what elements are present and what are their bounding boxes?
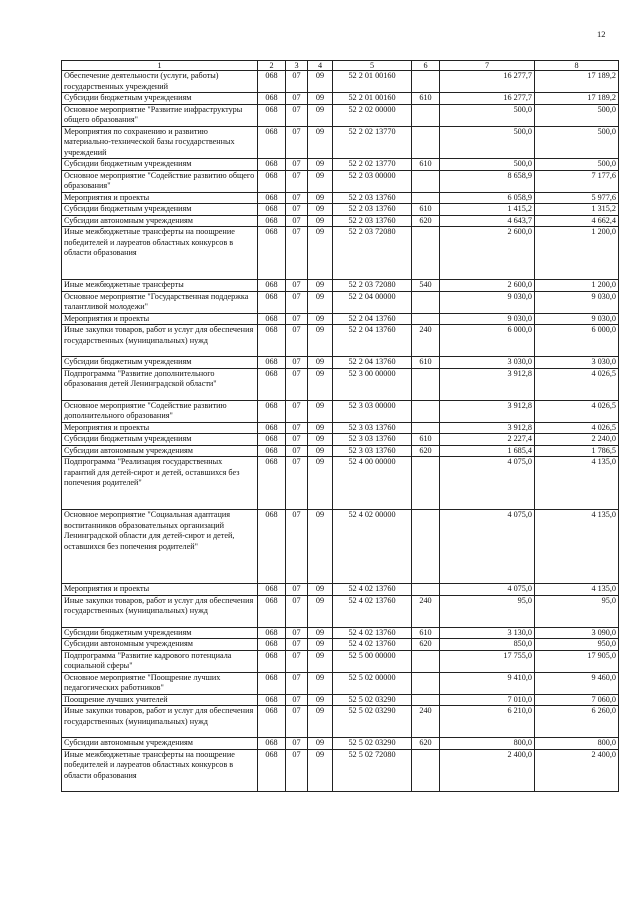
- cell-c8: 1 200,0: [535, 227, 619, 280]
- cell-c5: 52 3 03 00000: [333, 400, 412, 422]
- cell-c2: 068: [258, 215, 286, 227]
- cell-c5: 52 5 02 72080: [333, 749, 412, 791]
- cell-c8: 9 460,0: [535, 672, 619, 694]
- cell-c6: 620: [412, 445, 440, 457]
- cell-c8: 6 000,0: [535, 325, 619, 357]
- cell-c7: 8 658,9: [440, 170, 535, 192]
- column-header: 3: [286, 61, 308, 71]
- cell-c4: 09: [308, 313, 333, 325]
- budget-table: [61, 60, 619, 792]
- cell-c6: [412, 104, 440, 126]
- cell-c5: 52 2 02 00000: [333, 104, 412, 126]
- cell-c2: 068: [258, 313, 286, 325]
- cell-c2: 068: [258, 204, 286, 216]
- cell-c4: 09: [308, 192, 333, 204]
- cell-c4: 09: [308, 749, 333, 791]
- table-row: [62, 584, 619, 596]
- cell-c5: 52 3 03 13760: [333, 422, 412, 434]
- cell-c5: 52 4 02 13760: [333, 584, 412, 596]
- row-name-cell: Иные закупки товаров, работ и услуг для обеспечения государственных (муниципальных) нужд: [62, 595, 258, 627]
- cell-c7: 4 075,0: [440, 457, 535, 510]
- cell-c2: 068: [258, 170, 286, 192]
- cell-c2: 068: [258, 325, 286, 357]
- cell-c5: 52 2 03 13760: [333, 192, 412, 204]
- cell-c7: 16 277,7: [440, 93, 535, 105]
- cell-c8: 950,0: [535, 639, 619, 651]
- cell-c6: [412, 126, 440, 159]
- cell-c7: 6 058,9: [440, 192, 535, 204]
- cell-c2: 068: [258, 584, 286, 596]
- cell-c6: 240: [412, 595, 440, 627]
- cell-c2: 068: [258, 291, 286, 313]
- row-name-cell: Субсидии автономным учреждениям: [62, 215, 258, 227]
- row-name-cell: Подпрограмма "Развитие кадрового потенциала социальной сферы": [62, 650, 258, 672]
- cell-c8: 3 090,0: [535, 627, 619, 639]
- cell-c3: 07: [286, 422, 308, 434]
- cell-c3: 07: [286, 192, 308, 204]
- cell-c2: 068: [258, 192, 286, 204]
- cell-c5: 52 2 03 72080: [333, 227, 412, 280]
- cell-c5: 52 2 04 13760: [333, 313, 412, 325]
- table-row: [62, 280, 619, 292]
- cell-c2: 068: [258, 510, 286, 584]
- cell-c8: 17 189,2: [535, 93, 619, 105]
- row-name-cell: Мероприятия по сохранению и развитию материально-технической базы государственных учреждений: [62, 126, 258, 159]
- cell-c6: 610: [412, 357, 440, 369]
- row-name-cell: Обеспечение деятельности (услуги, работы) государственных учреждений: [62, 71, 258, 93]
- cell-c5: 52 2 02 13770: [333, 126, 412, 159]
- cell-c4: 09: [308, 584, 333, 596]
- cell-c4: 09: [308, 434, 333, 446]
- cell-c4: 09: [308, 738, 333, 750]
- cell-c3: 07: [286, 170, 308, 192]
- cell-c2: 068: [258, 357, 286, 369]
- header-row: [62, 61, 619, 71]
- cell-c3: 07: [286, 749, 308, 791]
- cell-c3: 07: [286, 71, 308, 93]
- table-row: [62, 749, 619, 791]
- cell-c8: 4 135,0: [535, 584, 619, 596]
- cell-c3: 07: [286, 457, 308, 510]
- cell-c5: 52 4 02 00000: [333, 510, 412, 584]
- cell-c5: 52 2 03 13760: [333, 215, 412, 227]
- cell-c5: 52 2 04 13760: [333, 357, 412, 369]
- cell-c8: 800,0: [535, 738, 619, 750]
- cell-c7: 7 010,0: [440, 694, 535, 706]
- cell-c4: 09: [308, 627, 333, 639]
- cell-c2: 068: [258, 159, 286, 171]
- row-name-cell: Основное мероприятие "Развитие инфраструктуры общего образования": [62, 104, 258, 126]
- cell-c5: 52 4 00 00000: [333, 457, 412, 510]
- cell-c3: 07: [286, 93, 308, 105]
- cell-c4: 09: [308, 706, 333, 738]
- cell-c3: 07: [286, 706, 308, 738]
- cell-c2: 068: [258, 126, 286, 159]
- cell-c7: 17 755,0: [440, 650, 535, 672]
- table-row: [62, 215, 619, 227]
- table-row: [62, 706, 619, 738]
- row-name-cell: Мероприятия и проекты: [62, 313, 258, 325]
- cell-c5: 52 5 02 03290: [333, 738, 412, 750]
- cell-c8: 4 135,0: [535, 510, 619, 584]
- cell-c6: 240: [412, 706, 440, 738]
- cell-c6: [412, 584, 440, 596]
- column-header: 5: [333, 61, 412, 71]
- table-row: [62, 738, 619, 750]
- row-name-cell: Иные межбюджетные трансферты: [62, 280, 258, 292]
- table-row: [62, 71, 619, 93]
- column-header: 1: [62, 61, 258, 71]
- cell-c2: 068: [258, 227, 286, 280]
- cell-c8: 6 260,0: [535, 706, 619, 738]
- cell-c8: 2 400,0: [535, 749, 619, 791]
- row-name-cell: Иные межбюджетные трансферты на поощрение победителей и лауреатов областных конкурсов в области образования: [62, 227, 258, 280]
- page-number: 12: [597, 29, 606, 39]
- cell-c8: 2 240,0: [535, 434, 619, 446]
- row-name-cell: Субсидии бюджетным учреждениям: [62, 204, 258, 216]
- row-name-cell: Иные закупки товаров, работ и услуг для обеспечения государственных (муниципальных) нужд: [62, 706, 258, 738]
- table-row: [62, 93, 619, 105]
- cell-c7: 9 030,0: [440, 313, 535, 325]
- cell-c7: 3 912,8: [440, 368, 535, 400]
- cell-c7: 3 912,8: [440, 422, 535, 434]
- cell-c2: 068: [258, 422, 286, 434]
- table-row: [62, 639, 619, 651]
- cell-c3: 07: [286, 159, 308, 171]
- cell-c5: 52 2 03 72080: [333, 280, 412, 292]
- cell-c6: [412, 368, 440, 400]
- cell-c4: 09: [308, 126, 333, 159]
- cell-c7: 1 685,4: [440, 445, 535, 457]
- cell-c3: 07: [286, 639, 308, 651]
- table-row: [62, 422, 619, 434]
- cell-c6: 610: [412, 93, 440, 105]
- cell-c4: 09: [308, 159, 333, 171]
- table-row: [62, 400, 619, 422]
- cell-c3: 07: [286, 672, 308, 694]
- cell-c5: 52 2 04 13760: [333, 325, 412, 357]
- table-row: [62, 104, 619, 126]
- cell-c7: 2 600,0: [440, 280, 535, 292]
- cell-c6: [412, 672, 440, 694]
- cell-c2: 068: [258, 280, 286, 292]
- cell-c2: 068: [258, 694, 286, 706]
- cell-c6: [412, 650, 440, 672]
- cell-c4: 09: [308, 650, 333, 672]
- cell-c8: 4 135,0: [535, 457, 619, 510]
- cell-c7: 16 277,7: [440, 71, 535, 93]
- cell-c4: 09: [308, 71, 333, 93]
- cell-c6: [412, 227, 440, 280]
- cell-c3: 07: [286, 215, 308, 227]
- cell-c6: 620: [412, 215, 440, 227]
- cell-c6: 540: [412, 280, 440, 292]
- cell-c5: 52 2 03 00000: [333, 170, 412, 192]
- cell-c5: 52 5 00 00000: [333, 650, 412, 672]
- table-row: [62, 368, 619, 400]
- cell-c6: [412, 694, 440, 706]
- row-name-cell: Иные закупки товаров, работ и услуг для обеспечения государственных (муниципальных) нужд: [62, 325, 258, 357]
- cell-c5: 52 3 03 13760: [333, 434, 412, 446]
- table-row: [62, 325, 619, 357]
- cell-c8: 4 026,5: [535, 422, 619, 434]
- cell-c4: 09: [308, 422, 333, 434]
- table-row: [62, 694, 619, 706]
- cell-c8: 9 030,0: [535, 313, 619, 325]
- row-name-cell: Субсидии автономным учреждениям: [62, 639, 258, 651]
- table-row: [62, 434, 619, 446]
- cell-c8: 9 030,0: [535, 291, 619, 313]
- cell-c7: 3 912,8: [440, 400, 535, 422]
- cell-c7: 95,0: [440, 595, 535, 627]
- cell-c3: 07: [286, 738, 308, 750]
- cell-c2: 068: [258, 434, 286, 446]
- row-name-cell: Субсидии бюджетным учреждениям: [62, 159, 258, 171]
- cell-c7: 9 030,0: [440, 291, 535, 313]
- cell-c2: 068: [258, 672, 286, 694]
- cell-c3: 07: [286, 694, 308, 706]
- table-row: [62, 457, 619, 510]
- cell-c4: 09: [308, 694, 333, 706]
- cell-c3: 07: [286, 291, 308, 313]
- cell-c7: 1 415,2: [440, 204, 535, 216]
- row-name-cell: Подпрограмма "Развитие дополнительного образования детей Ленинградской области": [62, 368, 258, 400]
- table-row: [62, 170, 619, 192]
- column-header: 2: [258, 61, 286, 71]
- row-name-cell: Подпрограмма "Реализация государственных гарантий для детей-сирот и детей, оставшихся без попечения родителей": [62, 457, 258, 510]
- cell-c2: 068: [258, 104, 286, 126]
- cell-c3: 07: [286, 445, 308, 457]
- cell-c5: 52 4 02 13760: [333, 595, 412, 627]
- cell-c6: 240: [412, 325, 440, 357]
- cell-c8: 4 026,5: [535, 368, 619, 400]
- row-name-cell: Основное мероприятие "Содействие развитию дополнительного образования": [62, 400, 258, 422]
- cell-c8: 1 315,2: [535, 204, 619, 216]
- cell-c2: 068: [258, 71, 286, 93]
- cell-c3: 07: [286, 325, 308, 357]
- cell-c6: [412, 749, 440, 791]
- row-name-cell: Субсидии бюджетным учреждениям: [62, 627, 258, 639]
- row-name-cell: Субсидии автономным учреждениям: [62, 738, 258, 750]
- column-header: 4: [308, 61, 333, 71]
- column-header: 6: [412, 61, 440, 71]
- cell-c7: 2 227,4: [440, 434, 535, 446]
- row-name-cell: Субсидии автономным учреждениям: [62, 445, 258, 457]
- cell-c2: 068: [258, 445, 286, 457]
- row-name-cell: Мероприятия и проекты: [62, 584, 258, 596]
- cell-c5: 52 2 01 00160: [333, 93, 412, 105]
- table-row: [62, 313, 619, 325]
- cell-c4: 09: [308, 639, 333, 651]
- table-row: [62, 204, 619, 216]
- cell-c5: 52 2 03 13760: [333, 204, 412, 216]
- cell-c5: 52 2 04 00000: [333, 291, 412, 313]
- cell-c7: 9 410,0: [440, 672, 535, 694]
- cell-c8: 95,0: [535, 595, 619, 627]
- cell-c4: 09: [308, 93, 333, 105]
- cell-c4: 09: [308, 445, 333, 457]
- cell-c7: 500,0: [440, 126, 535, 159]
- row-name-cell: Субсидии бюджетным учреждениям: [62, 93, 258, 105]
- cell-c8: 7 177,6: [535, 170, 619, 192]
- cell-c7: 500,0: [440, 159, 535, 171]
- cell-c2: 068: [258, 400, 286, 422]
- cell-c6: 620: [412, 738, 440, 750]
- cell-c2: 068: [258, 93, 286, 105]
- cell-c5: 52 5 02 03290: [333, 706, 412, 738]
- cell-c8: 1 786,5: [535, 445, 619, 457]
- cell-c4: 09: [308, 595, 333, 627]
- cell-c3: 07: [286, 104, 308, 126]
- row-name-cell: Основное мероприятие "Социальная адаптация воспитанников образовательных организаций Ленинградской области для детей-сирот и детей, оставшихся без попечения родителей": [62, 510, 258, 584]
- cell-c2: 068: [258, 749, 286, 791]
- cell-c4: 09: [308, 280, 333, 292]
- cell-c2: 068: [258, 706, 286, 738]
- cell-c8: 500,0: [535, 126, 619, 159]
- cell-c5: 52 5 02 00000: [333, 672, 412, 694]
- cell-c5: 52 2 01 00160: [333, 71, 412, 93]
- cell-c6: [412, 71, 440, 93]
- cell-c3: 07: [286, 650, 308, 672]
- cell-c2: 068: [258, 627, 286, 639]
- column-header: 7: [440, 61, 535, 71]
- table-row: [62, 510, 619, 584]
- table-row: [62, 595, 619, 627]
- cell-c8: 5 977,6: [535, 192, 619, 204]
- column-header: 8: [535, 61, 619, 71]
- cell-c5: 52 2 02 13770: [333, 159, 412, 171]
- cell-c4: 09: [308, 368, 333, 400]
- cell-c7: 6 000,0: [440, 325, 535, 357]
- cell-c3: 07: [286, 434, 308, 446]
- cell-c4: 09: [308, 357, 333, 369]
- cell-c5: 52 3 00 00000: [333, 368, 412, 400]
- cell-c5: 52 3 03 13760: [333, 445, 412, 457]
- table-row: [62, 159, 619, 171]
- cell-c3: 07: [286, 280, 308, 292]
- cell-c7: 3 130,0: [440, 627, 535, 639]
- cell-c3: 07: [286, 595, 308, 627]
- row-name-cell: Основное мероприятие "Поощрение лучших педагогических работников": [62, 672, 258, 694]
- cell-c4: 09: [308, 204, 333, 216]
- cell-c3: 07: [286, 126, 308, 159]
- cell-c3: 07: [286, 357, 308, 369]
- cell-c2: 068: [258, 595, 286, 627]
- cell-c6: 620: [412, 639, 440, 651]
- cell-c3: 07: [286, 400, 308, 422]
- cell-c6: [412, 510, 440, 584]
- cell-c8: 4 026,5: [535, 400, 619, 422]
- cell-c8: 500,0: [535, 104, 619, 126]
- cell-c3: 07: [286, 627, 308, 639]
- cell-c4: 09: [308, 170, 333, 192]
- cell-c4: 09: [308, 215, 333, 227]
- table-row: [62, 357, 619, 369]
- cell-c7: 2 400,0: [440, 749, 535, 791]
- row-name-cell: Поощрение лучших учителей: [62, 694, 258, 706]
- cell-c8: 7 060,0: [535, 694, 619, 706]
- cell-c7: 800,0: [440, 738, 535, 750]
- cell-c6: 610: [412, 434, 440, 446]
- cell-c3: 07: [286, 204, 308, 216]
- cell-c7: 4 643,7: [440, 215, 535, 227]
- cell-c2: 068: [258, 368, 286, 400]
- cell-c4: 09: [308, 672, 333, 694]
- cell-c5: 52 4 02 13760: [333, 639, 412, 651]
- cell-c8: 500,0: [535, 159, 619, 171]
- cell-c6: [412, 170, 440, 192]
- cell-c6: [412, 291, 440, 313]
- cell-c2: 068: [258, 457, 286, 510]
- table-row: [62, 650, 619, 672]
- cell-c8: 4 662,4: [535, 215, 619, 227]
- row-name-cell: Субсидии бюджетным учреждениям: [62, 357, 258, 369]
- cell-c7: 850,0: [440, 639, 535, 651]
- table-row: [62, 126, 619, 159]
- cell-c5: 52 4 02 13760: [333, 627, 412, 639]
- cell-c4: 09: [308, 457, 333, 510]
- row-name-cell: Субсидии бюджетным учреждениям: [62, 434, 258, 446]
- cell-c6: [412, 313, 440, 325]
- table-row: [62, 291, 619, 313]
- cell-c8: 17 189,2: [535, 71, 619, 93]
- table-row: [62, 672, 619, 694]
- table-row: [62, 227, 619, 280]
- cell-c6: [412, 192, 440, 204]
- cell-c6: 610: [412, 204, 440, 216]
- row-name-cell: Мероприятия и проекты: [62, 192, 258, 204]
- cell-c2: 068: [258, 639, 286, 651]
- cell-c4: 09: [308, 325, 333, 357]
- cell-c7: 2 600,0: [440, 227, 535, 280]
- cell-c4: 09: [308, 510, 333, 584]
- row-name-cell: Основное мероприятие "Государственная поддержка талантливой молодежи": [62, 291, 258, 313]
- cell-c6: [412, 457, 440, 510]
- cell-c7: 3 030,0: [440, 357, 535, 369]
- cell-c8: 1 200,0: [535, 280, 619, 292]
- cell-c2: 068: [258, 650, 286, 672]
- cell-c3: 07: [286, 227, 308, 280]
- table-row: [62, 445, 619, 457]
- cell-c5: 52 5 02 03290: [333, 694, 412, 706]
- cell-c7: 6 210,0: [440, 706, 535, 738]
- table-row: [62, 192, 619, 204]
- row-name-cell: Иные межбюджетные трансферты на поощрение победителей и лауреатов областных конкурсов в области образования: [62, 749, 258, 791]
- cell-c4: 09: [308, 291, 333, 313]
- cell-c8: 17 905,0: [535, 650, 619, 672]
- cell-c4: 09: [308, 400, 333, 422]
- cell-c4: 09: [308, 104, 333, 126]
- row-name-cell: Основное мероприятие "Содействие развитию общего образования": [62, 170, 258, 192]
- cell-c3: 07: [286, 510, 308, 584]
- cell-c8: 3 030,0: [535, 357, 619, 369]
- cell-c2: 068: [258, 738, 286, 750]
- row-name-cell: Мероприятия и проекты: [62, 422, 258, 434]
- cell-c3: 07: [286, 313, 308, 325]
- cell-c6: 610: [412, 159, 440, 171]
- cell-c6: 610: [412, 627, 440, 639]
- cell-c7: 4 075,0: [440, 584, 535, 596]
- cell-c4: 09: [308, 227, 333, 280]
- cell-c7: 4 075,0: [440, 510, 535, 584]
- cell-c3: 07: [286, 368, 308, 400]
- cell-c7: 500,0: [440, 104, 535, 126]
- cell-c3: 07: [286, 584, 308, 596]
- cell-c6: [412, 422, 440, 434]
- cell-c6: [412, 400, 440, 422]
- table-row: [62, 627, 619, 639]
